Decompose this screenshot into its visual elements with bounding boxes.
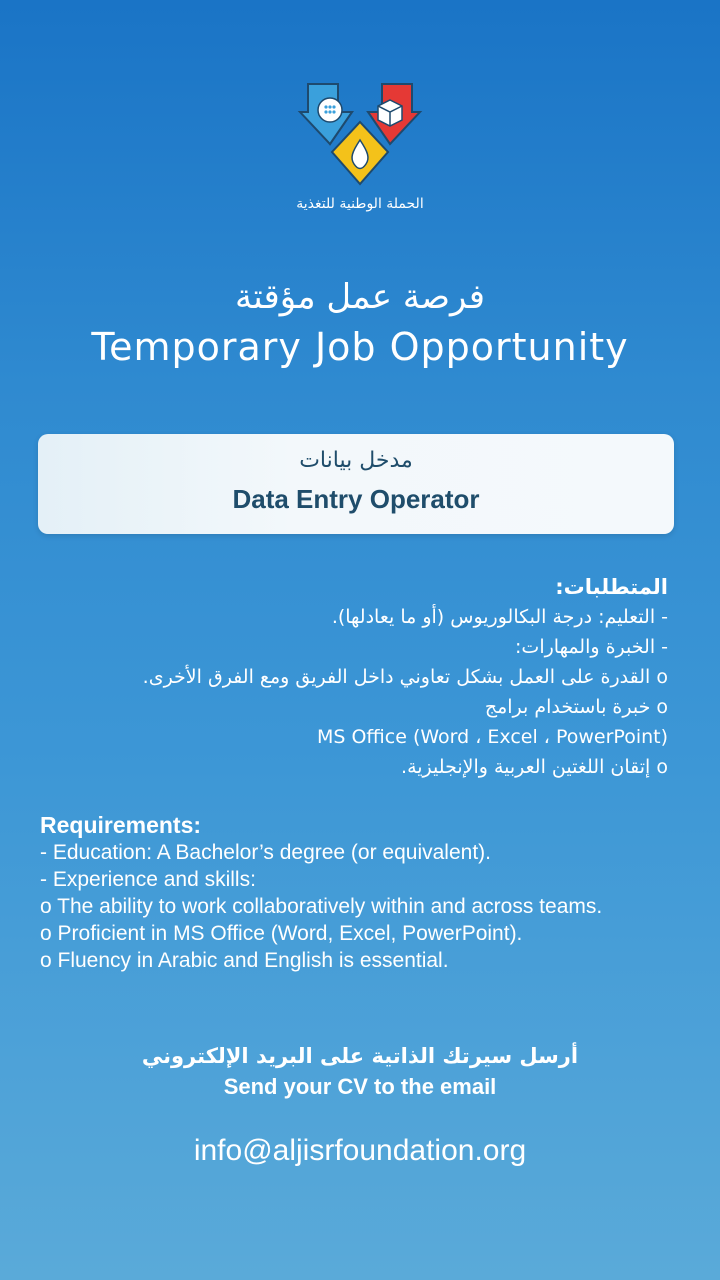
page-title-english: Temporary Job Opportunity [91, 325, 629, 369]
page-title-arabic: فرصة عمل مؤقتة [235, 277, 485, 317]
requirements-arabic [48, 572, 668, 782]
requirement-line-arabic: o القدرة على العمل بشكل تعاوني داخل الفريق ومع الفرق الأخرى. [142, 666, 668, 688]
cta-arabic: أرسل سيرتك الذاتية على البريد الإلكتروني [141, 1044, 579, 1068]
position-title-arabic: مدخل بيانات [299, 448, 413, 473]
nutrition-campaign-logo-icon [290, 72, 430, 192]
logo-caption: الحملة الوطنية للتغذية [296, 196, 424, 212]
position-card [38, 434, 674, 534]
requirement-line-arabic: - الخبرة والمهارات: [515, 636, 668, 658]
requirement-line-english: o The ability to work collaboratively within and across teams. [40, 895, 603, 918]
requirement-line-arabic: o إتقان اللغتين العربية والإنجليزية. [401, 756, 668, 778]
requirement-line-arabic: - التعليم: درجة البكالوريوس (أو ما يعادلها). [331, 606, 668, 628]
cta-english: Send your CV to the email [223, 1074, 497, 1099]
requirement-line-english: o Proficient in MS Office (Word, Excel, PowerPoint). [40, 922, 523, 945]
requirement-line-arabic: o خبرة باستخدام برامج [484, 696, 668, 718]
position-title-english: Data Entry Operator [232, 484, 480, 514]
requirement-line-english: - Experience and skills: [40, 868, 256, 891]
contact-email: info@aljisrfoundation.org [193, 1134, 527, 1167]
requirement-line-english: o Fluency in Arabic and English is essential. [40, 949, 449, 972]
requirements-heading-english: Requirements: [40, 812, 202, 838]
requirement-line-arabic: MS Office (Word ، Excel ، PowerPoint) [316, 726, 668, 748]
requirements-english [40, 812, 690, 974]
requirements-heading-arabic: المتطلبات: [555, 575, 668, 599]
requirement-line-english: - Education: A Bachelor’s degree (or equivalent). [40, 841, 491, 864]
